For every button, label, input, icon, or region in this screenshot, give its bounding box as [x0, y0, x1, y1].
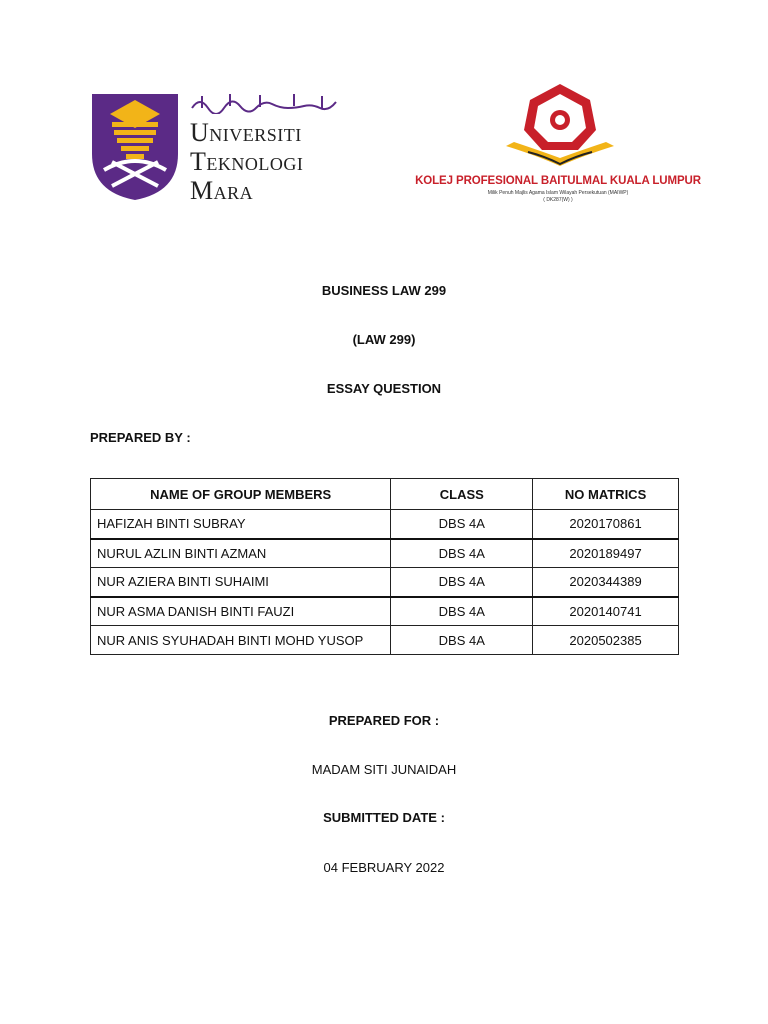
course-title: BUSINESS LAW 299	[321, 283, 447, 298]
prepared-for-name: MADAM SITI JUNAIDAH	[311, 762, 457, 777]
kpb-subtitle: Milik Penuh Majlis Agama Islam Wilayah Persekutuan (MAIWP)	[487, 190, 629, 196]
kpb-emblem-icon	[498, 80, 622, 172]
member-class: DBS 4A	[391, 568, 533, 597]
member-class: DBS 4A	[391, 539, 533, 568]
table-row	[91, 597, 679, 626]
member-matric: 2020189497	[533, 539, 679, 568]
group-members-table	[90, 478, 679, 655]
course-code: (LAW 299)	[352, 332, 416, 347]
member-matric: 2020344389	[533, 568, 679, 597]
table-row	[91, 539, 679, 568]
member-class: DBS 4A	[391, 597, 533, 626]
member-name: NUR ASMA DANISH BINTI FAUZI	[91, 597, 391, 626]
uitm-shield-icon	[90, 92, 180, 202]
member-class: DBS 4A	[391, 510, 533, 539]
table-row	[91, 568, 679, 597]
kpb-name: KOLEJ PROFESIONAL BAITULMAL KUALA LUMPUR	[415, 175, 701, 187]
member-name: NURUL AZLIN BINTI AZMAN	[91, 539, 391, 568]
kpb-code: ( DK287(W) )	[543, 197, 573, 203]
member-matric: 2020140741	[533, 597, 679, 626]
table-header-row	[91, 479, 679, 510]
submitted-date: 04 FEBRUARY 2022	[323, 860, 445, 875]
kpb-logo	[408, 80, 708, 230]
document-type: ESSAY QUESTION	[326, 381, 442, 396]
header-name: NAME OF GROUP MEMBERS	[91, 479, 391, 510]
member-name: NUR AZIERA BINTI SUHAIMI	[91, 568, 391, 597]
header-class: CLASS	[391, 479, 533, 510]
table-row	[91, 626, 679, 655]
prepared-by-label: PREPARED BY :	[90, 430, 191, 445]
header-matrics: NO MATRICS	[533, 479, 679, 510]
member-matric: 2020170861	[533, 510, 679, 539]
uitm-name-line-2: Teknologi	[190, 147, 304, 176]
member-name: HAFIZAH BINTI SUBRAY	[91, 510, 391, 539]
uitm-logo	[90, 92, 340, 205]
uitm-name	[190, 118, 350, 205]
member-name: NUR ANIS SYUHADAH BINTI MOHD YUSOP	[91, 626, 391, 655]
submitted-date-label: SUBMITTED DATE :	[323, 810, 445, 825]
jawi-calligraphy-icon	[190, 92, 338, 114]
uitm-jawi-text	[190, 92, 338, 114]
uitm-name-line-1: Universiti	[190, 118, 302, 147]
prepared-for-label: PREPARED FOR :	[328, 713, 440, 728]
uitm-name-line-3: Mara	[190, 176, 254, 205]
member-class: DBS 4A	[391, 626, 533, 655]
table-row	[91, 510, 679, 539]
member-matric: 2020502385	[533, 626, 679, 655]
